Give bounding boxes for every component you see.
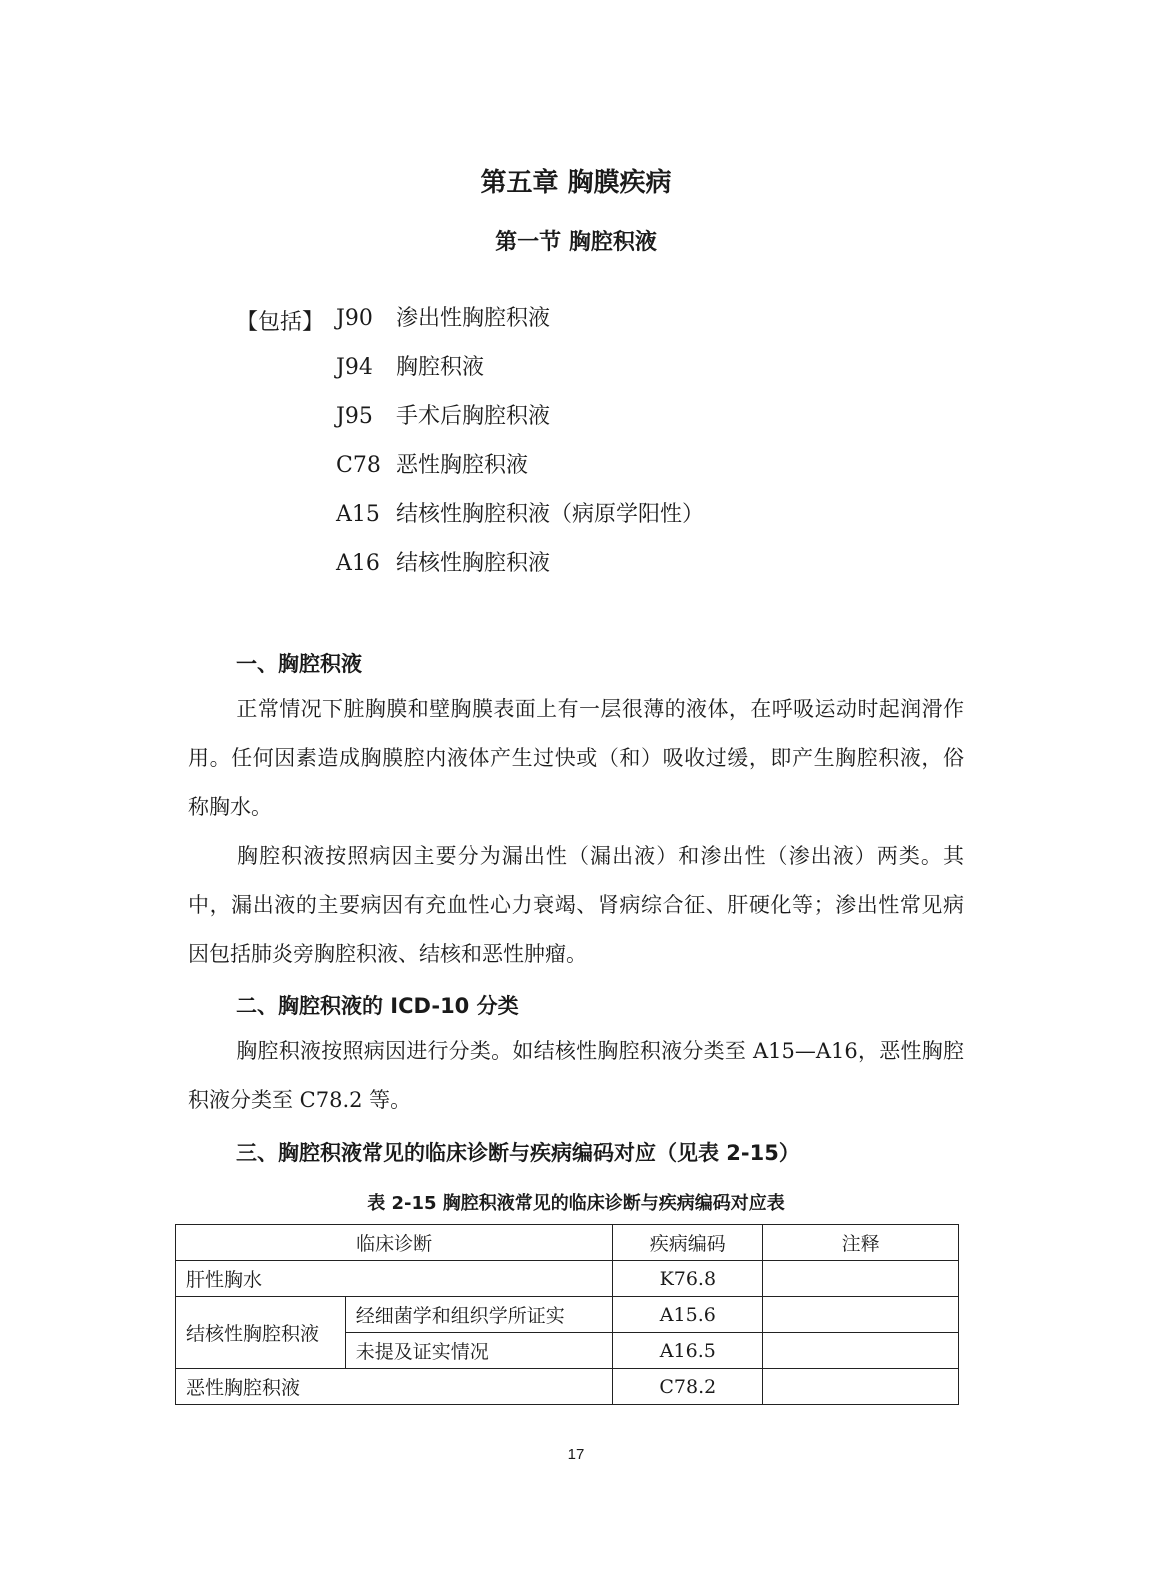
- diagnosis-code-table: [175, 1224, 959, 1405]
- diagnosis-cell: 恶性胸腔积液: [176, 1369, 613, 1405]
- table-row: [176, 1297, 959, 1333]
- paragraph: [188, 685, 964, 832]
- paragraph-text: 胸腔积液按照病因进行分类。如结核性胸腔积液分类至 A15—A16，恶性胸腔积液分类至 C78.2 等。: [188, 1039, 964, 1112]
- includes-item-code: C78: [336, 453, 381, 478]
- code-cell: A16.5: [613, 1333, 763, 1369]
- includes-item-name: 胸腔积液: [396, 355, 485, 380]
- section-heading: 二、胸腔积液的 ICD-10 分类: [236, 994, 519, 1018]
- diagnosis-cell: 肝性胸水: [176, 1261, 613, 1297]
- code-cell: A15.6: [613, 1297, 763, 1333]
- includes-item: [336, 549, 550, 579]
- includes-item-code: A15: [336, 502, 380, 527]
- includes-item-code: J95: [336, 404, 373, 429]
- note-cell: [763, 1261, 959, 1297]
- paragraph-text: 胸腔积液按照病因主要分为漏出性（漏出液）和渗出性（渗出液）两类。其中，漏出液的主要病因有充血性心力衰竭、肾病综合征、肝硬化等；渗出性常见病因包括肺炎旁胸腔积液、结核和恶性肿瘤。: [188, 844, 964, 966]
- includes-item-code: A16: [336, 551, 380, 576]
- includes-item-code: J94: [336, 355, 373, 380]
- table-header-row: [176, 1225, 959, 1261]
- table-row: [176, 1369, 959, 1405]
- header-code: 疾病编码: [613, 1225, 763, 1261]
- includes-item: [336, 304, 550, 334]
- includes-item-name: 手术后胸腔积液: [396, 404, 551, 429]
- code-cell: C78.2: [613, 1369, 763, 1405]
- section-heading: 一、胸腔积液: [236, 652, 362, 676]
- page-number: 17: [567, 1446, 585, 1463]
- includes-item-name: 结核性胸腔积液（病原学阳性）: [396, 502, 705, 527]
- table-row: [176, 1261, 959, 1297]
- includes-item: [336, 451, 528, 481]
- section-title: 第一节 胸腔积液: [495, 230, 657, 255]
- section-heading: 三、胸腔积液常见的临床诊断与疾病编码对应（见表 2-15）: [236, 1141, 800, 1165]
- includes-item: [336, 402, 550, 432]
- paragraph: [188, 832, 964, 979]
- code-cell: K76.8: [613, 1261, 763, 1297]
- includes-item-code: J90: [336, 306, 373, 331]
- header-note: 注释: [763, 1225, 959, 1261]
- paragraph: [188, 1027, 964, 1125]
- paragraph-text: 正常情况下脏胸膜和壁胸膜表面上有一层很薄的液体，在呼吸运动时起润滑作用。任何因素造成胸膜腔内液体产生过快或（和）吸收过缓，即产生胸腔积液，俗称胸水。: [188, 697, 964, 819]
- includes-item-name: 渗出性胸腔积液: [396, 306, 551, 331]
- includes-item: [336, 500, 704, 530]
- note-cell: [763, 1369, 959, 1405]
- table-caption: 表 2-15 胸腔积液常见的临床诊断与疾病编码对应表: [367, 1193, 785, 1214]
- includes-item: [336, 353, 484, 383]
- header-diagnosis: 临床诊断: [176, 1225, 613, 1261]
- includes-label: 【包括】: [236, 310, 325, 335]
- diagnosis-group-cell: 结核性胸腔积液: [176, 1297, 346, 1369]
- includes-item-name: 结核性胸腔积液: [396, 551, 551, 576]
- chapter-title: 第五章 胸膜疾病: [480, 168, 672, 198]
- note-cell: [763, 1297, 959, 1333]
- includes-item-name: 恶性胸腔积液: [396, 453, 529, 478]
- note-cell: [763, 1333, 959, 1369]
- sub-diagnosis-cell: 未提及证实情况: [345, 1333, 613, 1369]
- sub-diagnosis-cell: 经细菌学和组织学所证实: [345, 1297, 613, 1333]
